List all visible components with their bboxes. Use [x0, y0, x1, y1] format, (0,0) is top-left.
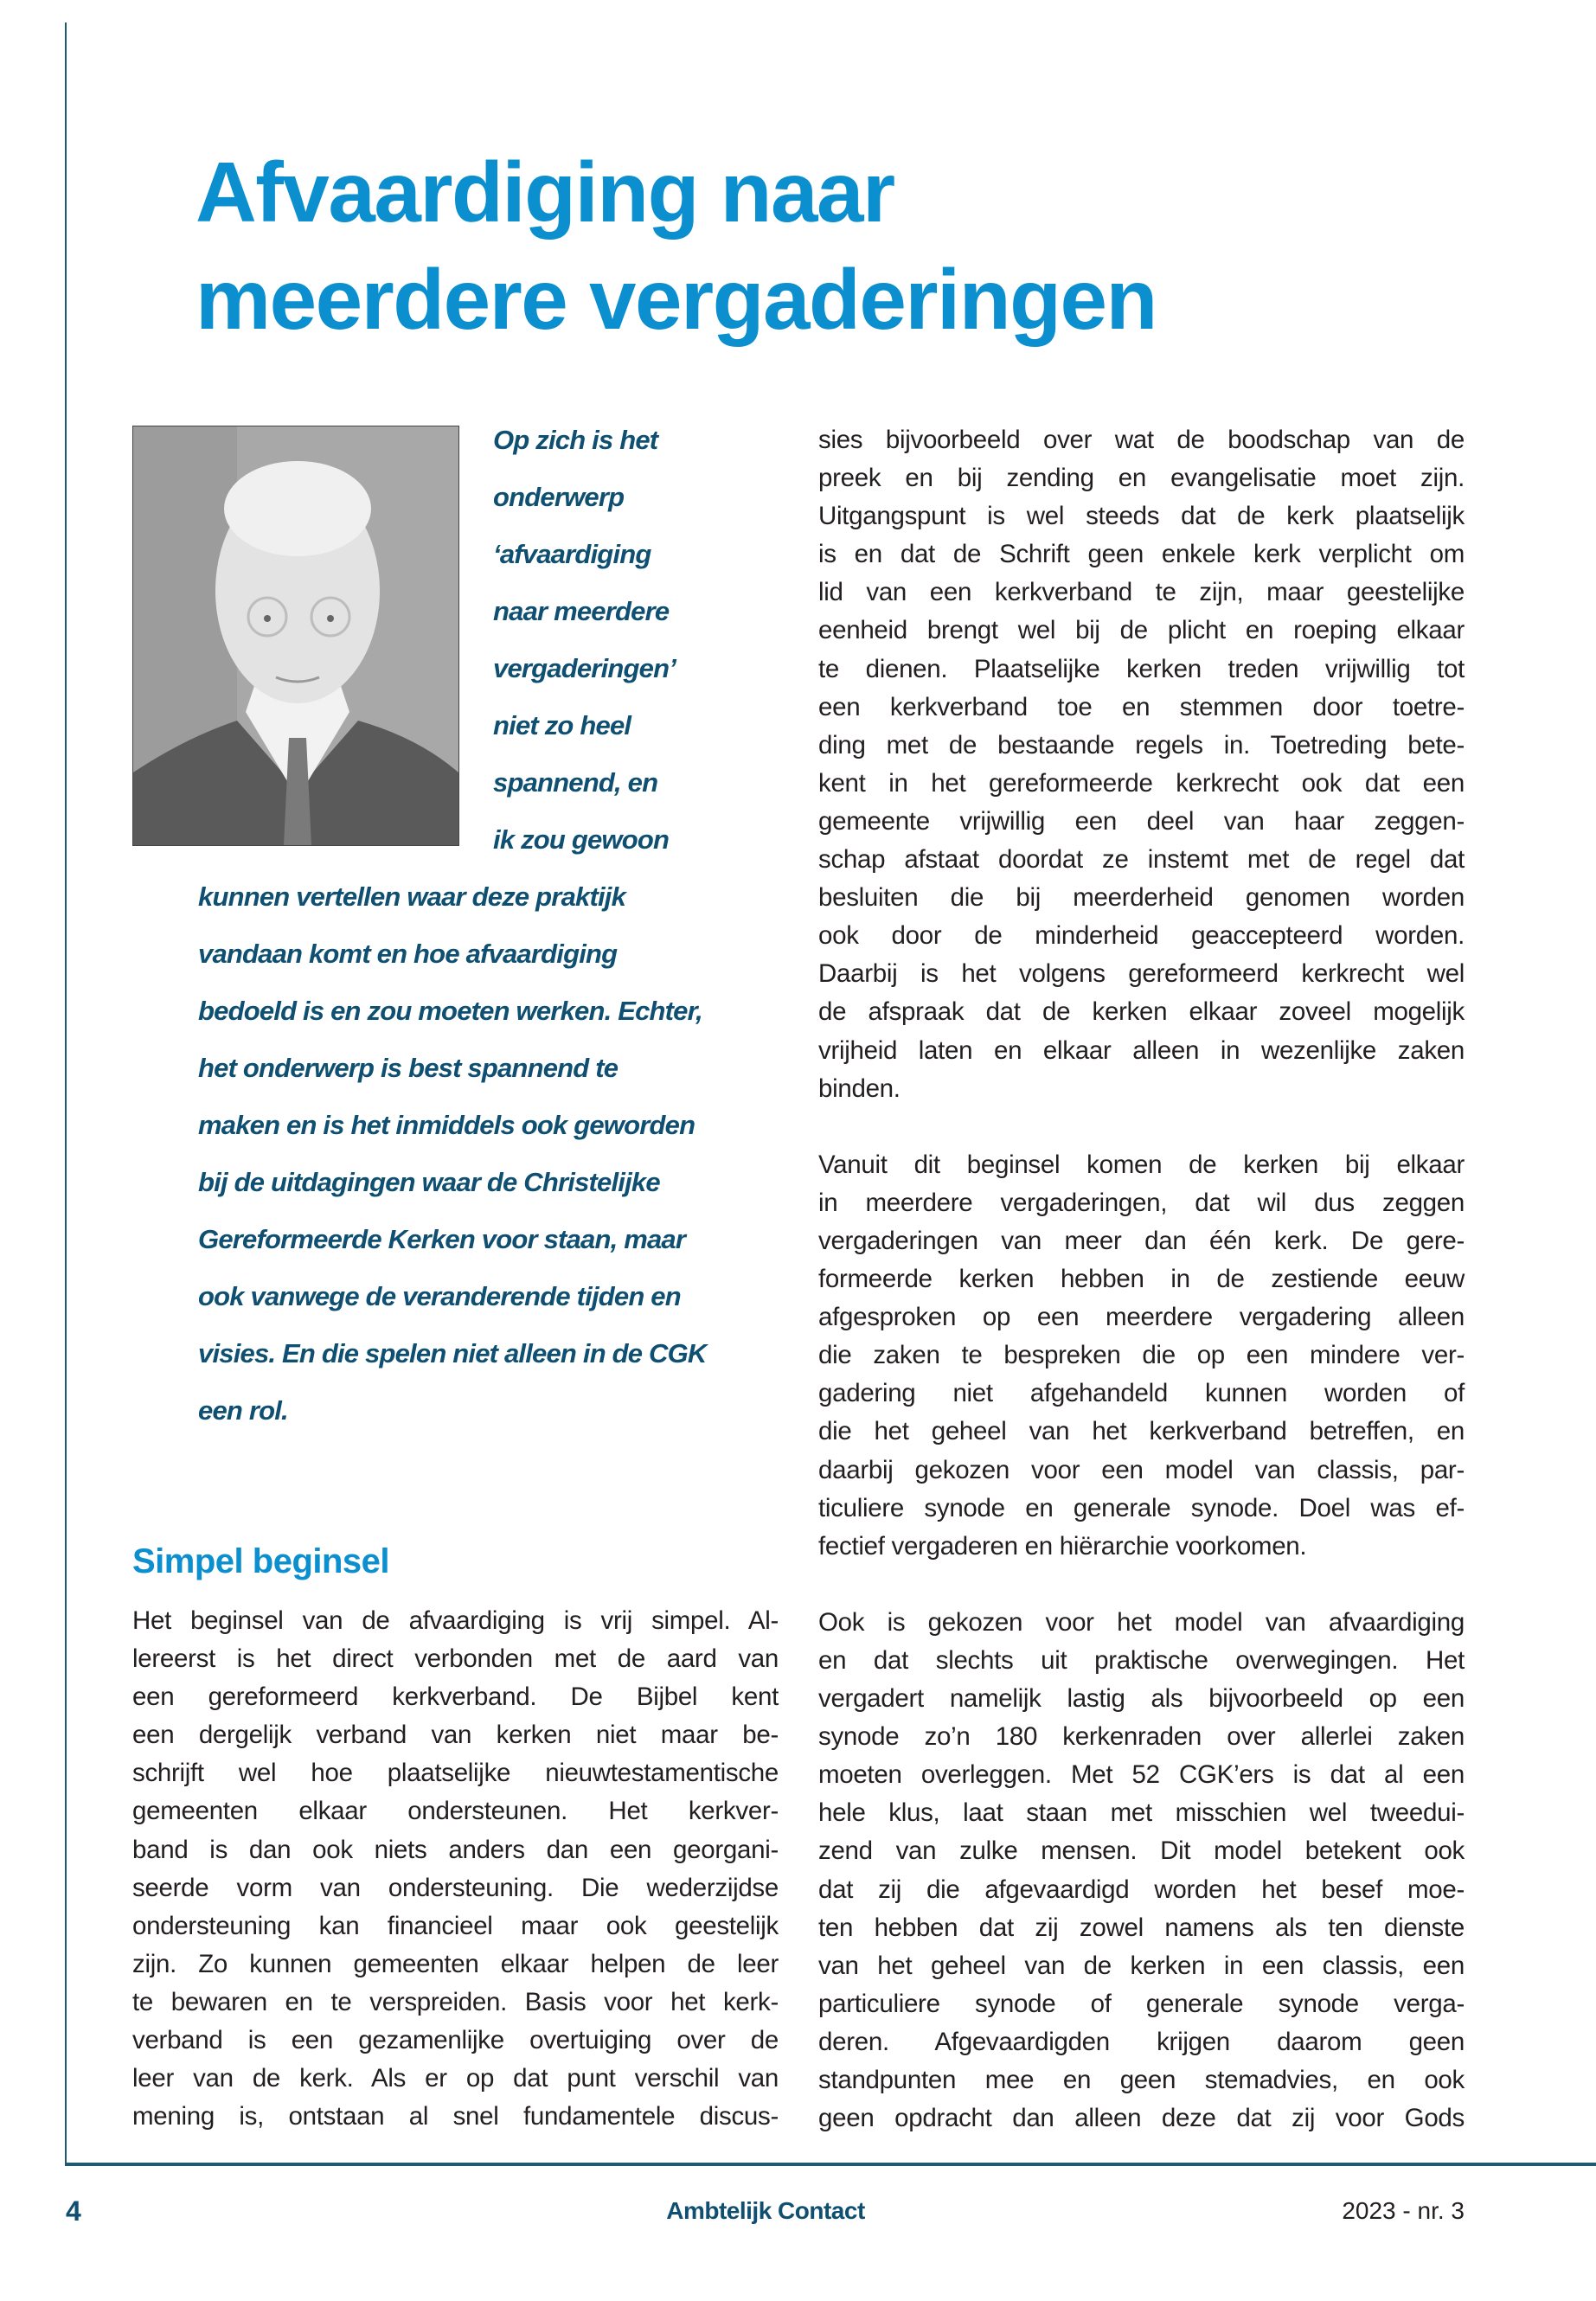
article-title-line: meerdere vergaderingen [195, 252, 1157, 347]
body-line: fectief vergaderen en hiërarchie voorkomen. [818, 1531, 1307, 1561]
intro-line: het onderwerp is best spannend te [198, 1053, 619, 1083]
body-line: Ook is gekozen voor het model van afvaardiging [818, 1607, 1465, 1637]
body-line: vergaderingen van meer dan één kerk. De gere- [818, 1226, 1465, 1255]
intro-line: ‘afvaardiging [493, 539, 651, 569]
intro-lead-beside-photo [493, 412, 676, 868]
body-column-left [132, 1602, 779, 2136]
intro-line: visies. En die spelen niet alleen in de CGK [198, 1338, 707, 1368]
body-line: verband is een gezamenlijke overtuiging over de [132, 2026, 779, 2055]
intro-line: bedoeld is en zou moeten werken. Echter, [198, 996, 702, 1026]
intro-line: niet zo heel [493, 710, 631, 740]
body-line: ticuliere synode en generale synode. Doel was ef- [818, 1493, 1465, 1522]
intro-line: ook vanwege de veranderende tijden en [198, 1281, 681, 1311]
body-line: ook door de minderheid geaccepteerd worden. [818, 921, 1465, 951]
intro-line: Gereformeerde Kerken voor staan, maar [198, 1224, 686, 1254]
body-line: deren. Afgevaardigden krijgen daarom geen [818, 2027, 1465, 2056]
paragraph-gap [818, 1566, 1465, 1604]
body-line: eenheid brengt wel bij de plicht en roeping elkaar [818, 616, 1465, 645]
intro-lead-below-photo [198, 868, 707, 1439]
body-line: mening is, ontstaan al snel fundamentele discus- [132, 2102, 779, 2131]
body-line: de afspraak dat de kerken elkaar zoveel mogelijk [818, 997, 1465, 1027]
intro-line: vandaan komt en hoe afvaardiging [198, 939, 618, 969]
body-line: hele klus, laat staan met misschien wel tweedui- [818, 1798, 1465, 1828]
body-line: sies bijvoorbeeld over wat de boodschap van de [818, 426, 1465, 454]
body-line: vergadert namelijk lastig als bijvoorbeeld op een [818, 1684, 1465, 1714]
intro-line: vergaderingen’ [493, 653, 676, 683]
body-paragraph [818, 1604, 1465, 2138]
body-line: ding met de bestaande regels in. Toetreding bete- [818, 730, 1465, 760]
body-line: geen opdracht dan alleen deze dat zij voor Gods [818, 2104, 1465, 2133]
intro-line: onderwerp [493, 482, 625, 512]
body-line: dat zij die afgevaardigd worden het besef moe- [818, 1875, 1465, 1904]
body-line: synode zo’n 180 kerkenraden over allerlei zaken [818, 1722, 1465, 1752]
issue-label: 2023 - nr. 3 [1342, 2197, 1465, 2224]
intro-line: bij de uitdagingen waar de Christelijke [198, 1167, 660, 1197]
intro-line: ik zou gewoon [493, 824, 670, 855]
body-line: zijn. Zo kunnen gemeenten elkaar helpen de leer [132, 1949, 779, 1978]
magazine-name: Ambtelijk Contact [666, 2197, 865, 2224]
body-line: van het geheel van de kerken in een classis, een [818, 1951, 1465, 1980]
body-line: en dat slechts uit praktische overwegingen. Het [818, 1646, 1465, 1675]
body-line: leer van de kerk. Als er op dat punt verschil van [132, 2064, 779, 2093]
body-line: die het geheel van het kerkverband betreffen, en [818, 1417, 1465, 1446]
body-line: te bewaren en te verspreiden. Basis voor het kerk- [132, 1987, 779, 2016]
body-line: afgesproken op een meerdere vergadering alleen [818, 1303, 1465, 1332]
intro-line: kunnen vertellen waar deze praktijk [198, 881, 626, 912]
body-line: Vanuit dit beginsel komen de kerken bij elkaar [818, 1150, 1465, 1179]
body-line: die zaken te bespreken die op een mindere ver- [818, 1341, 1465, 1370]
body-line: vrijheid laten en elkaar alleen in wezenlijke zaken [818, 1035, 1465, 1065]
body-line: gadering niet afgehandeld kunnen worden of [818, 1379, 1465, 1408]
body-line: schrijft wel hoe plaatselijke nieuwtestamentische [132, 1759, 779, 1788]
body-line: zend van zulke mensen. Dit model betekent ook [818, 1836, 1465, 1866]
body-line: Het beginsel van de afvaardiging is vrij simpel. Al- [132, 1606, 779, 1635]
body-line: schap afstaat doordat ze instemt met de regel dat [818, 845, 1465, 875]
body-line: een kerkverband toe en stemmen door toetre- [818, 692, 1465, 721]
body-paragraph [132, 1602, 779, 2136]
body-line: daarbij gekozen voor een model van classis, par- [818, 1455, 1465, 1484]
page-number: 4 [66, 2195, 81, 2227]
body-paragraph [818, 1146, 1465, 1566]
body-line: gemeenten elkaar ondersteunen. Het kerkver- [132, 1797, 779, 1826]
intro-line: maken en is het inmiddels ook geworden [198, 1110, 695, 1140]
body-paragraph [818, 421, 1465, 1108]
body-line: lid van een kerkverband te zijn, maar geestelijke [818, 578, 1465, 607]
body-line: een dergelijk verband van kerken niet maar be- [132, 1721, 779, 1750]
article-title-line: Afvaardiging naar [195, 144, 894, 240]
body-line: te dienen. Plaatselijke kerken treden vrijwillig tot [818, 654, 1465, 683]
body-line: Uitgangspunt is wel steeds dat de kerk plaatselijk [818, 502, 1465, 531]
body-line: moeten overleggen. Met 52 CGK’ers is dat al een [818, 1760, 1465, 1790]
body-line: Daarbij is het volgens gereformeerd kerkrecht wel [818, 959, 1465, 989]
body-line: een gereformeerd kerkverband. De Bijbel kent [132, 1682, 779, 1712]
intro-line: spannend, en [493, 767, 658, 798]
article-title [195, 138, 1157, 353]
intro-line: een rol. [198, 1395, 288, 1426]
body-line: is en dat de Schrift geen enkele kerk verplicht om [818, 540, 1465, 569]
body-line: ondersteuning kan financieel maar ook geestelijk [132, 1911, 779, 1940]
body-line: band is dan ook niets anders dan een georgani- [132, 1835, 779, 1864]
section-heading: Simpel beginsel [132, 1542, 390, 1580]
footer-rule [65, 2163, 1596, 2166]
body-line: gemeente vrijwillig een deel van haar zeggen- [818, 806, 1465, 836]
body-line: standpunten mee en geen stemadvies, en ook [818, 2066, 1465, 2095]
intro-line: Op zich is het [493, 425, 658, 455]
paragraph-gap [818, 1108, 1465, 1146]
body-line: particuliere synode of generale synode verga- [818, 1989, 1465, 2018]
left-margin-rule [65, 22, 67, 2166]
body-line: binden. [818, 1074, 901, 1103]
body-line: lereerst is het direct verbonden met de aard van [132, 1644, 779, 1674]
body-line: formeerde kerken hebben in de zestiende eeuw [818, 1265, 1465, 1294]
intro-line: naar meerdere [493, 596, 670, 626]
body-line: in meerdere vergaderingen, dat wil dus zeggen [818, 1188, 1465, 1217]
body-line: seerde vorm van ondersteuning. Die wederzijdse [132, 1873, 779, 1902]
body-line: kent in het gereformeerde kerkrecht ook dat een [818, 768, 1465, 798]
body-line: preek en bij zending en evangelisatie moet zijn. [818, 464, 1465, 493]
body-column-right [818, 421, 1465, 2138]
body-line: besluiten die bij meerderheid genomen worden [818, 883, 1465, 913]
body-line: ten hebben dat zij zowel namens als ten dienste [818, 1913, 1465, 1942]
author-portrait-photo [132, 426, 459, 846]
